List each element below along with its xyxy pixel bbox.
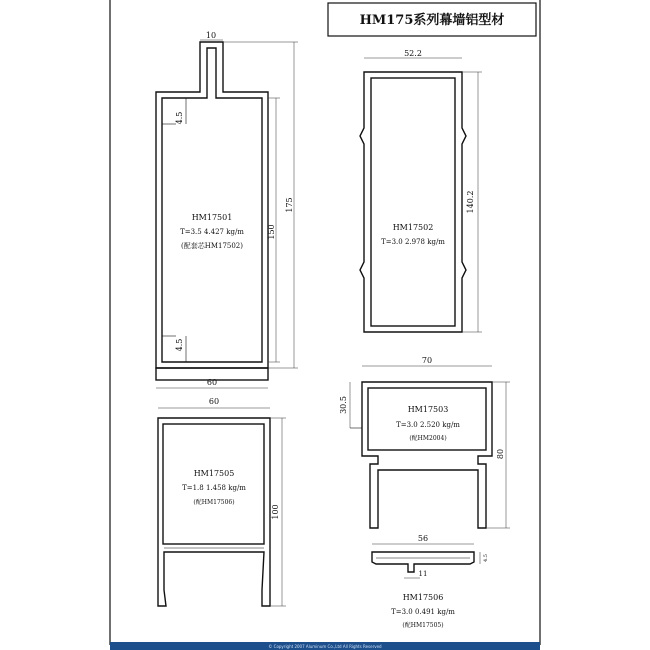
- profile-hm17506: [372, 534, 489, 629]
- hm17506-note: (配HM17505): [402, 622, 444, 629]
- hm17502-dim-width: 52.2: [404, 49, 422, 58]
- hm17506-code: HM17506: [402, 593, 444, 602]
- hm17503-dim-width: 70: [421, 356, 433, 365]
- hm17501-dim-upper: 4.5: [175, 111, 184, 125]
- hm17501-dim-top: 10: [205, 31, 217, 40]
- sheet-title: HM175系列幕墙铝型材: [359, 13, 505, 28]
- hm17501-dim-overall-height: 175: [285, 197, 294, 213]
- hm17505-code: HM17505: [193, 469, 235, 478]
- hm17506-dim-slot: 11: [418, 570, 428, 578]
- hm17506-spec: T=3.0 0.491 kg/m: [391, 608, 455, 616]
- profile-hm17501: [156, 31, 298, 388]
- hm17501-note: (配套芯HM17502): [180, 242, 244, 250]
- hm17503-spec: T=3.0 2.520 kg/m: [396, 421, 460, 429]
- hm17502-code: HM17502: [392, 223, 434, 232]
- hm17506-dim-height: 4.5: [483, 554, 489, 562]
- hm17505-note: (配HM17506): [193, 499, 235, 506]
- footer-copyright: © Copyright 2007 Aluminum Co.,Ltd All Rights Reserved: [268, 644, 382, 649]
- hm17505-dim-height: 100: [271, 504, 280, 520]
- footer-bar: [110, 642, 540, 650]
- hm17503-note: (配HM2004): [409, 435, 447, 442]
- hm17501-dim-width: 60: [206, 378, 218, 387]
- title-block: [328, 3, 536, 36]
- profile-hm17502: [360, 49, 482, 332]
- hm17505-spec: T=1.8 1.458 kg/m: [182, 484, 246, 492]
- hm17503-dim-height: 80: [496, 448, 505, 460]
- hm17501-spec: T=3.5 4.427 kg/m: [180, 228, 244, 236]
- hm17501-dim-inner-height: 150: [267, 224, 276, 240]
- hm17503-code: HM17503: [407, 405, 449, 414]
- hm17502-dim-height: 140.2: [466, 190, 475, 214]
- hm17506-dim-width: 56: [417, 534, 429, 543]
- hm17505-dim-width: 60: [208, 397, 220, 406]
- hm17501-code: HM17501: [191, 213, 233, 222]
- hm17501-dim-lower: 4.5: [175, 338, 184, 352]
- hm17502-spec: T=3.0 2.978 kg/m: [381, 238, 445, 246]
- hm17503-dim-left: 30.5: [339, 396, 348, 414]
- profile-hm17503: [339, 356, 510, 528]
- profile-hm17505: [158, 397, 286, 606]
